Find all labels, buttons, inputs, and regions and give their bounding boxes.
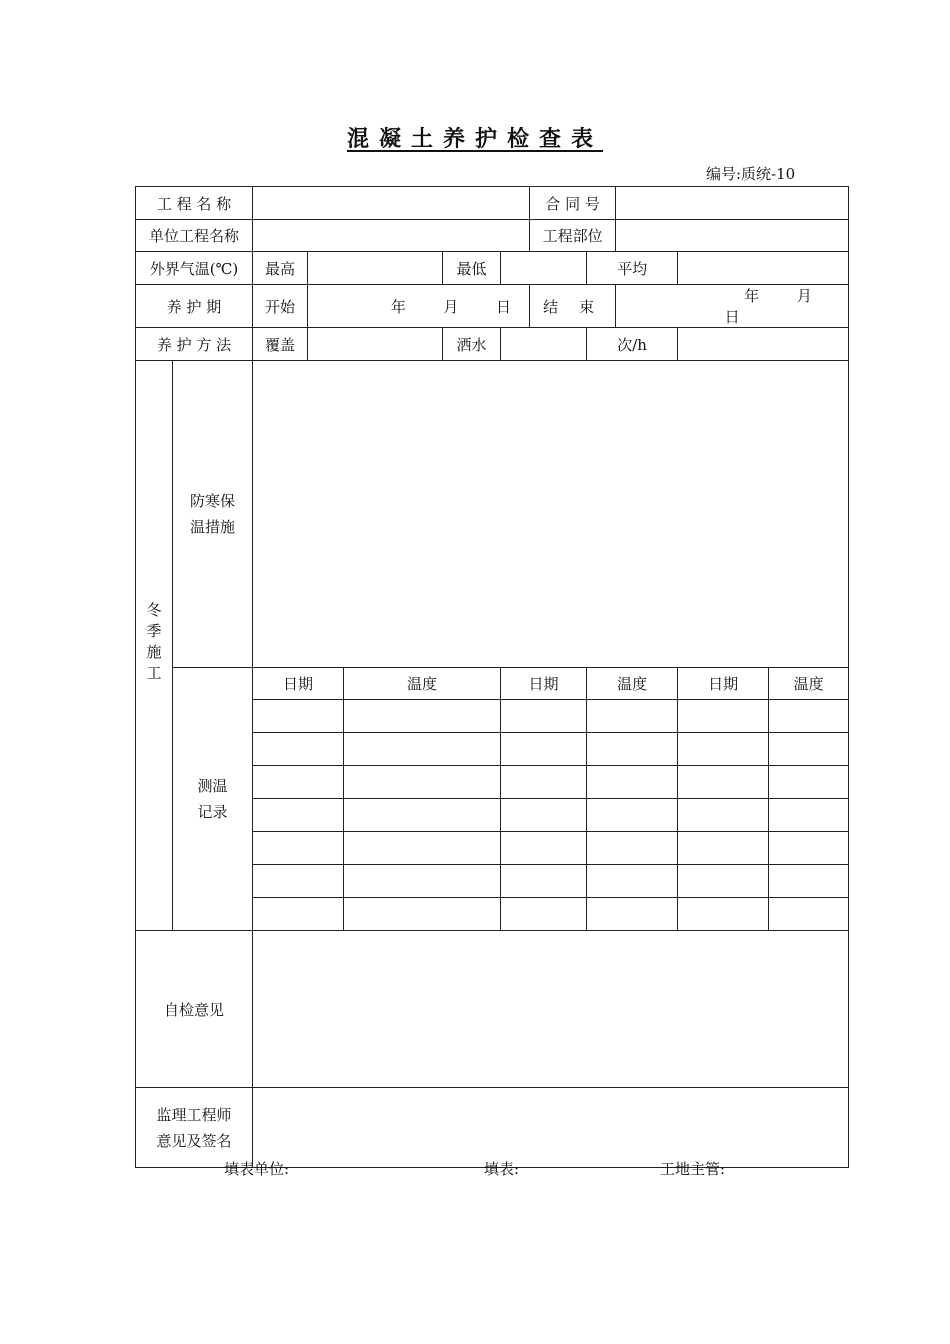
supervisor-label: 监理工程师 意见及签名	[136, 1088, 253, 1168]
start-month-label: 月	[443, 297, 459, 316]
label-ambient-temp: 外界气温(℃)	[136, 252, 253, 285]
field-end-date[interactable]	[616, 285, 849, 328]
field-contract-no[interactable]	[616, 187, 849, 220]
footer-filled-by: 填表:	[484, 1160, 520, 1178]
footer-site-manager: 工地主管:	[660, 1160, 726, 1178]
label-curing-method: 养 护 方 法	[136, 328, 253, 361]
label-contract-no: 合 同 号	[530, 187, 616, 220]
label-start: 开始	[253, 285, 308, 328]
label-project-name: 工 程 名 称	[136, 187, 253, 220]
curing-inspection-table	[135, 186, 849, 1168]
label-highest: 最高	[253, 252, 308, 285]
start-day-label: 日	[495, 297, 511, 316]
field-self-check[interactable]	[253, 931, 849, 1088]
end-year-label: 年	[744, 287, 760, 305]
field-insulation-measures[interactable]	[253, 361, 849, 668]
label-cover: 覆盖	[253, 328, 308, 361]
label-project-part: 工程部位	[530, 220, 616, 252]
end-month-label: 月	[796, 287, 812, 305]
header-temp-2: 温度	[587, 668, 678, 700]
winter-construction-label: 冬季施工	[136, 361, 173, 931]
field-project-name[interactable]	[253, 187, 530, 220]
label-curing-period: 养 护 期	[136, 285, 253, 328]
label-average: 平均	[587, 252, 678, 285]
self-check-label: 自检意见	[136, 931, 253, 1088]
field-start-date[interactable]	[308, 285, 530, 328]
insulation-measures-label: 防寒保 温措施	[173, 361, 253, 668]
header-temp-3: 温度	[769, 668, 849, 700]
field-average[interactable]	[678, 252, 849, 285]
field-times-per-hour[interactable]	[678, 328, 849, 361]
field-project-part[interactable]	[616, 220, 849, 252]
header-temp-1: 温度	[344, 668, 501, 700]
field-unit-project[interactable]	[253, 220, 530, 252]
footer-fill-unit: 填表单位:	[224, 1160, 290, 1178]
field-supervisor-opinion[interactable]	[253, 1088, 849, 1168]
form-code: 编号:质统-10	[706, 165, 796, 183]
header-date-2: 日期	[501, 668, 587, 700]
label-lowest: 最低	[443, 252, 501, 285]
field-cover[interactable]	[308, 328, 443, 361]
header-date-3: 日期	[678, 668, 769, 700]
form-title: 混凝土养护检查表	[346, 126, 603, 152]
field-lowest[interactable]	[501, 252, 587, 285]
label-end: 结 束	[530, 285, 616, 328]
field-highest[interactable]	[308, 252, 443, 285]
end-day-label: 日	[724, 308, 740, 326]
header-date-1: 日期	[253, 668, 344, 700]
label-sprinkle: 洒水	[443, 328, 501, 361]
label-times-per-hour: 次/h	[587, 328, 678, 361]
field-sprinkle[interactable]	[501, 328, 587, 361]
label-unit-project: 单位工程名称	[136, 220, 253, 252]
temperature-record-label: 测温 记录	[173, 668, 253, 931]
start-year-label: 年	[390, 297, 406, 316]
